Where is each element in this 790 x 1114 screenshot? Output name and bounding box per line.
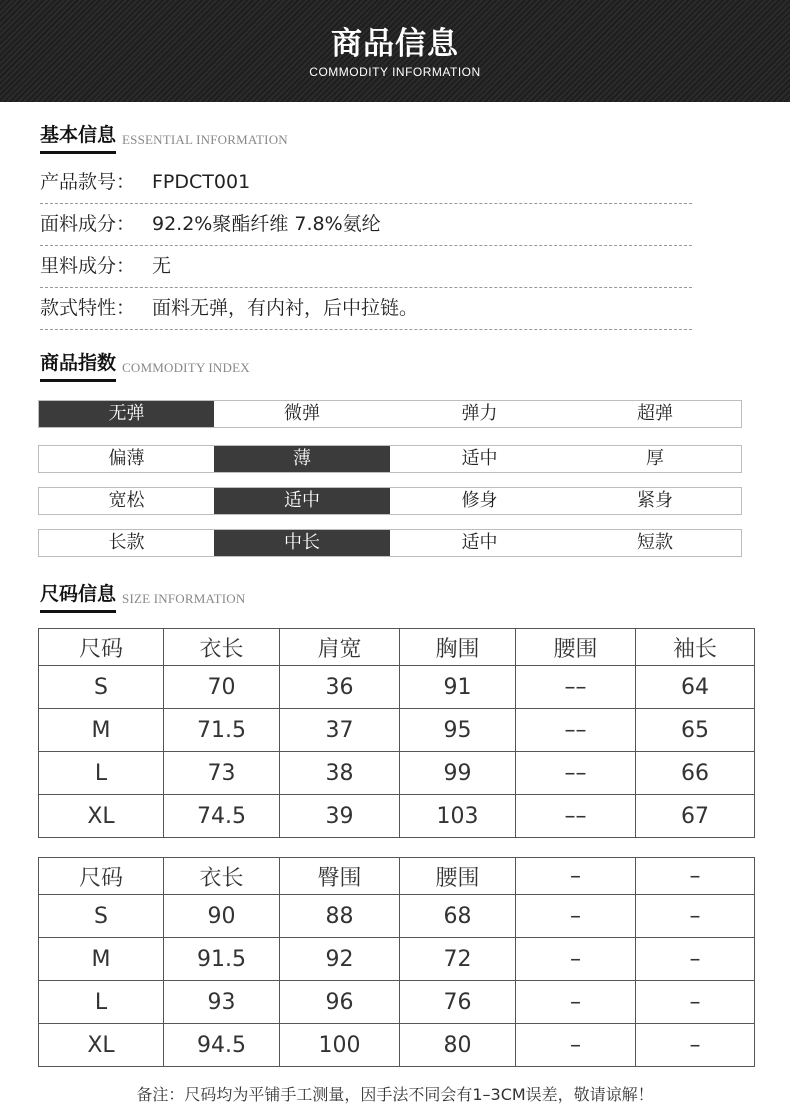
section-heading-size bbox=[40, 579, 245, 611]
table-row bbox=[39, 895, 755, 938]
table-header-row bbox=[39, 629, 755, 666]
table-cell: 70 bbox=[164, 666, 280, 709]
table-row bbox=[39, 938, 755, 981]
table-cell: 92 bbox=[280, 938, 400, 981]
index-option: 薄 bbox=[214, 446, 390, 472]
index-option: 修身 bbox=[461, 490, 498, 511]
table-cell: 76 bbox=[400, 981, 516, 1024]
table-cell: 67 bbox=[636, 795, 755, 838]
size-table-top bbox=[38, 628, 755, 838]
table-cell: 65 bbox=[636, 709, 755, 752]
header-cell: 腰围 bbox=[400, 858, 516, 895]
section-title: 商品指数 bbox=[40, 348, 116, 382]
table-cell: – bbox=[636, 981, 755, 1024]
info-value: 无 bbox=[152, 255, 172, 277]
info-label: 款式特性： bbox=[40, 297, 136, 319]
table-cell: 96 bbox=[280, 981, 400, 1024]
info-label: 里料成分： bbox=[40, 255, 136, 277]
header-cell: 肩宽 bbox=[280, 629, 400, 666]
table-header-row bbox=[39, 858, 755, 895]
table-cell: XL bbox=[39, 1024, 164, 1067]
section-title: 基本信息 bbox=[40, 120, 116, 154]
table-cell: – bbox=[516, 895, 636, 938]
table-cell: 94.5 bbox=[164, 1024, 280, 1067]
table-cell: 71.5 bbox=[164, 709, 280, 752]
section-heading-index bbox=[40, 348, 250, 380]
index-option: 中长 bbox=[214, 530, 390, 556]
header-cell: 胸围 bbox=[400, 629, 516, 666]
index-option: 长款 bbox=[108, 532, 145, 553]
table-cell: 103 bbox=[400, 795, 516, 838]
table-cell: – bbox=[636, 895, 755, 938]
index-option: 宽松 bbox=[108, 490, 145, 511]
table-cell: M bbox=[39, 709, 164, 752]
index-option: 短款 bbox=[637, 532, 673, 553]
section-title: 尺码信息 bbox=[40, 579, 116, 613]
header-cell: 衣长 bbox=[164, 629, 280, 666]
index-row-elasticity bbox=[38, 400, 742, 428]
table-cell: –– bbox=[516, 666, 636, 709]
table-row bbox=[39, 666, 755, 709]
header-banner bbox=[0, 0, 790, 102]
index-option: 偏薄 bbox=[108, 448, 145, 469]
index-option: 适中 bbox=[461, 448, 498, 469]
section-subtitle: COMMODITY INDEX bbox=[122, 360, 250, 375]
table-row bbox=[39, 1024, 755, 1067]
banner-title: 商品信息 bbox=[331, 26, 459, 62]
index-option: 适中 bbox=[214, 488, 390, 514]
table-cell: 37 bbox=[280, 709, 400, 752]
info-value: 92.2%聚酯纤维 7.8%氨纶 bbox=[152, 213, 381, 235]
table-cell: – bbox=[636, 1024, 755, 1067]
table-cell: 74.5 bbox=[164, 795, 280, 838]
index-option: 弹力 bbox=[461, 403, 498, 424]
table-cell: 90 bbox=[164, 895, 280, 938]
table-cell: –– bbox=[516, 709, 636, 752]
info-row-lining bbox=[40, 245, 692, 288]
table-row bbox=[39, 981, 755, 1024]
table-cell: M bbox=[39, 938, 164, 981]
info-label: 面料成分： bbox=[40, 213, 136, 235]
size-table-bottom bbox=[38, 857, 755, 1067]
header-cell: 腰围 bbox=[516, 629, 636, 666]
index-option: 超弹 bbox=[637, 403, 673, 424]
info-row-fabric bbox=[40, 203, 692, 246]
table-cell: 68 bbox=[400, 895, 516, 938]
table-cell: 36 bbox=[280, 666, 400, 709]
header-cell: – bbox=[516, 858, 636, 895]
table-cell: – bbox=[516, 938, 636, 981]
table-cell: 93 bbox=[164, 981, 280, 1024]
index-option: 适中 bbox=[461, 532, 498, 553]
table-cell: – bbox=[636, 938, 755, 981]
index-option: 微弹 bbox=[284, 403, 320, 424]
header-cell: 尺码 bbox=[39, 858, 164, 895]
index-option: 紧身 bbox=[637, 490, 673, 511]
banner-subtitle: COMMODITY INFORMATION bbox=[309, 65, 481, 79]
table-cell: 39 bbox=[280, 795, 400, 838]
table-row bbox=[39, 752, 755, 795]
info-value: FPDCT001 bbox=[152, 171, 251, 193]
table-cell: 38 bbox=[280, 752, 400, 795]
info-label: 产品款号： bbox=[40, 171, 136, 193]
table-cell: 95 bbox=[400, 709, 516, 752]
index-row-length bbox=[38, 529, 742, 557]
header-cell: 袖长 bbox=[636, 629, 755, 666]
info-row-style-no bbox=[40, 161, 692, 204]
table-cell: L bbox=[39, 981, 164, 1024]
table-row bbox=[39, 795, 755, 838]
table-cell: 91.5 bbox=[164, 938, 280, 981]
table-cell: 91 bbox=[400, 666, 516, 709]
table-cell: –– bbox=[516, 752, 636, 795]
index-option: 厚 bbox=[646, 448, 664, 469]
index-row-fit bbox=[38, 487, 742, 515]
table-cell: 72 bbox=[400, 938, 516, 981]
index-option: 无弹 bbox=[39, 401, 214, 427]
table-cell: 80 bbox=[400, 1024, 516, 1067]
info-row-features bbox=[40, 287, 692, 330]
info-value: 面料无弹，有内衬，后中拉链。 bbox=[152, 297, 419, 319]
index-row-thickness bbox=[38, 445, 742, 473]
table-cell: 64 bbox=[636, 666, 755, 709]
header-cell: 尺码 bbox=[39, 629, 164, 666]
table-cell: L bbox=[39, 752, 164, 795]
table-row bbox=[39, 709, 755, 752]
section-subtitle: ESSENTIAL INFORMATION bbox=[122, 132, 288, 147]
table-cell: 99 bbox=[400, 752, 516, 795]
table-cell: – bbox=[516, 981, 636, 1024]
table-cell: XL bbox=[39, 795, 164, 838]
table-cell: S bbox=[39, 666, 164, 709]
section-subtitle: SIZE INFORMATION bbox=[122, 591, 246, 606]
header-cell: 衣长 bbox=[164, 858, 280, 895]
table-cell: –– bbox=[516, 795, 636, 838]
section-heading-basic bbox=[40, 120, 288, 152]
table-cell: 100 bbox=[280, 1024, 400, 1067]
header-cell: 臀围 bbox=[280, 858, 400, 895]
table-cell: 88 bbox=[280, 895, 400, 938]
table-cell: S bbox=[39, 895, 164, 938]
table-cell: 66 bbox=[636, 752, 755, 795]
table-cell: – bbox=[516, 1024, 636, 1067]
table-cell: 73 bbox=[164, 752, 280, 795]
header-cell: – bbox=[636, 858, 755, 895]
measurement-note: 备注：尺码均为平铺手工测量，因手法不同会有1–3CM误差，敬请谅解！ bbox=[136, 1085, 654, 1104]
